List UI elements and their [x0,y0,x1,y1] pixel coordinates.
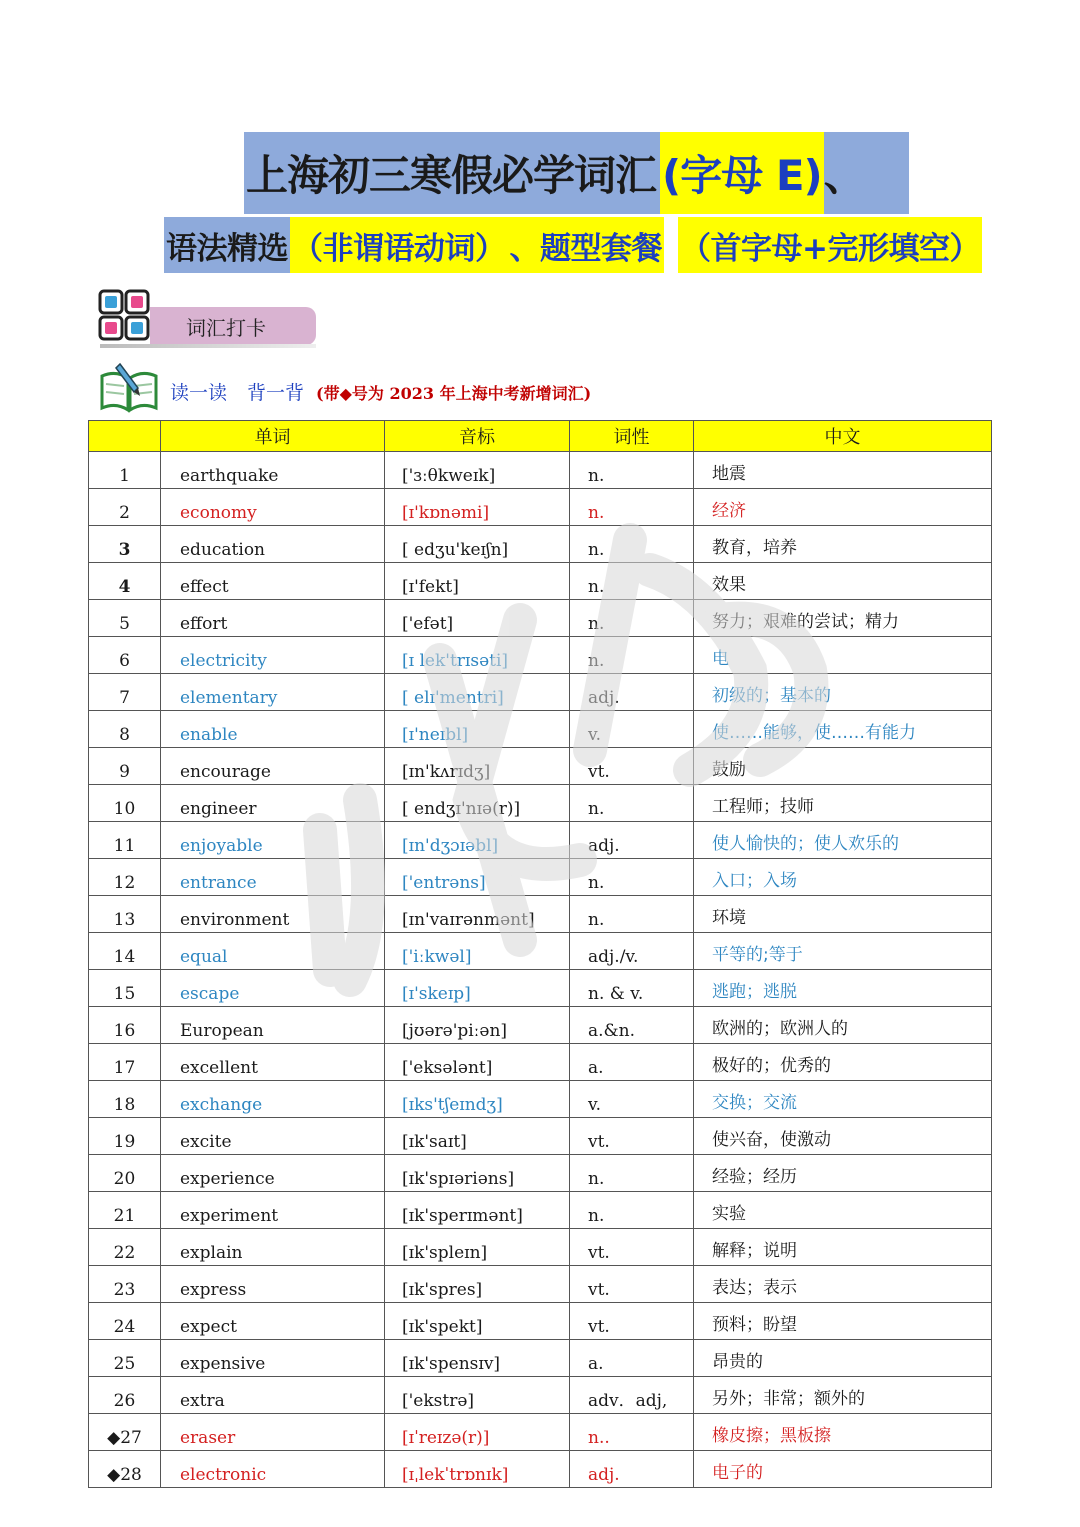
word-cell: experiment [161,1192,385,1229]
part-of-speech-cell: n. [570,637,694,674]
row-number: 14 [89,933,161,970]
word-cell: express [161,1266,385,1303]
table-row [89,933,992,970]
chinese-meaning-cell: 工程师；技师 [694,785,992,822]
table-row [89,637,992,674]
section-underline [100,344,316,348]
table-row [89,1451,992,1488]
phonetic-cell: ['entrəns] [385,859,570,896]
word-cell: expensive [161,1340,385,1377]
chinese-meaning-cell: 表达；表示 [694,1266,992,1303]
part-of-speech-cell: v. [570,1081,694,1118]
table-row [89,785,992,822]
chinese-meaning-cell: 电子的 [694,1451,992,1488]
word-cell: equal [161,933,385,970]
table-row [89,1229,992,1266]
chinese-meaning-cell: 橡皮擦；黑板擦 [694,1414,992,1451]
chinese-meaning-cell: 昂贵的 [694,1340,992,1377]
row-number: 16 [89,1007,161,1044]
row-number: 9 [89,748,161,785]
table-row [89,1377,992,1414]
phonetic-cell: [ɪ lek'trɪsəti] [385,637,570,674]
chinese-meaning-cell: 使……能够，使……有能力 [694,711,992,748]
table-row [89,970,992,1007]
table-row [89,1192,992,1229]
phonetic-cell: [ɪ'kɒnəmi] [385,489,570,526]
chinese-meaning-cell: 使兴奋，使激动 [694,1118,992,1155]
table-row [89,1118,992,1155]
row-number: 10 [89,785,161,822]
row-number: 8 [89,711,161,748]
word-cell: elementary [161,674,385,711]
header-num [89,421,161,452]
chinese-meaning-cell: 初级的；基本的 [694,674,992,711]
row-number: 3 [89,526,161,563]
phonetic-cell: [ɪˌlekˈtrɒnɪk] [385,1451,570,1488]
row-number: 11 [89,822,161,859]
grid-icon [98,289,150,341]
read-label: 读一读 [170,382,228,404]
part-of-speech-cell: n. & v. [570,970,694,1007]
header-phonetic: 音标 [385,421,570,452]
chinese-meaning-cell: 电 [694,637,992,674]
table-row [89,748,992,785]
part-of-speech-cell: n. [570,896,694,933]
row-number: 15 [89,970,161,1007]
table-row [89,711,992,748]
part-of-speech-cell: n. [570,859,694,896]
part-of-speech-cell: n. [570,526,694,563]
word-cell: European [161,1007,385,1044]
part-of-speech-cell: n. [570,563,694,600]
part-of-speech-cell: vt. [570,1266,694,1303]
word-cell: engineer [161,785,385,822]
phonetic-cell: [ɪk'spensɪv] [385,1340,570,1377]
table-row [89,1155,992,1192]
row-number: ◆27 [89,1414,161,1451]
row-number: 22 [89,1229,161,1266]
phonetic-cell: [ɪk'spekt] [385,1303,570,1340]
word-cell: encourage [161,748,385,785]
phonetic-cell: [ɪn'vaɪrənmənt] [385,896,570,933]
section-header [150,307,316,345]
word-cell: electronic [161,1451,385,1488]
chinese-meaning-cell: 实验 [694,1192,992,1229]
word-cell: eraser [161,1414,385,1451]
phonetic-cell: ['eksələnt] [385,1044,570,1081]
vocabulary-table [88,420,992,1488]
phonetic-cell: [ endʒɪ'nɪə(r)] [385,785,570,822]
word-cell: exchange [161,1081,385,1118]
row-number: 12 [89,859,161,896]
chinese-meaning-cell: 另外；非常；额外的 [694,1377,992,1414]
reading-instructions [170,378,591,405]
phonetic-cell: [ edʒu'keɪʃn] [385,526,570,563]
table-row [89,1340,992,1377]
part-of-speech-cell: n.. [570,1414,694,1451]
chinese-meaning-cell: 教育，培养 [694,526,992,563]
header-word: 单词 [161,421,385,452]
chinese-meaning-cell: 效果 [694,563,992,600]
table-row [89,1007,992,1044]
row-number: 4 [89,563,161,600]
table-row [89,859,992,896]
word-cell: entrance [161,859,385,896]
phonetic-cell: [ɪk'spleɪn] [385,1229,570,1266]
title-highlight: (字母 E) [660,132,824,214]
part-of-speech-cell: n. [570,1155,694,1192]
row-number: 2 [89,489,161,526]
phonetic-cell: [ elɪ'mentri] [385,674,570,711]
part-of-speech-cell: n. [570,600,694,637]
table-row [89,1044,992,1081]
header-pos: 词性 [570,421,694,452]
word-cell: economy [161,489,385,526]
chinese-meaning-cell: 环境 [694,896,992,933]
section-label: 词汇打卡 [186,315,266,340]
part-of-speech-cell: v. [570,711,694,748]
part-of-speech-cell: adj. [570,822,694,859]
table-row [89,452,992,489]
part-of-speech-cell: a.&n. [570,1007,694,1044]
table-row [89,896,992,933]
row-number: 25 [89,1340,161,1377]
row-number: 17 [89,1044,161,1081]
book-pencil-icon [98,362,160,414]
part-of-speech-cell: a. [570,1044,694,1081]
phonetic-cell: ['efət] [385,600,570,637]
word-cell: enable [161,711,385,748]
phonetic-cell: [ɪk'sperɪmənt] [385,1192,570,1229]
table-row [89,1266,992,1303]
part-of-speech-cell: adj./v. [570,933,694,970]
table-row [89,674,992,711]
chinese-meaning-cell: 入口；入场 [694,859,992,896]
chinese-meaning-cell: 逃跑；逃脱 [694,970,992,1007]
chinese-meaning-cell: 鼓励 [694,748,992,785]
row-number: 13 [89,896,161,933]
word-cell: excellent [161,1044,385,1081]
page-title-line1 [244,132,909,214]
phonetic-cell: [ɪk'spres] [385,1266,570,1303]
row-number: 23 [89,1266,161,1303]
row-number: 24 [89,1303,161,1340]
table-row [89,1414,992,1451]
chinese-meaning-cell: 经济 [694,489,992,526]
phonetic-cell: [ɪˈreɪzə(r)] [385,1414,570,1451]
phonetic-cell: [ɪk'saɪt] [385,1118,570,1155]
chinese-meaning-cell: 极好的；优秀的 [694,1044,992,1081]
row-number: ◆28 [89,1451,161,1488]
word-cell: explain [161,1229,385,1266]
table-row [89,563,992,600]
page-title-line2 [164,217,982,273]
title-highlight: （非谓语动词） [290,217,508,273]
phonetic-cell: [ɪk'spɪəriəns] [385,1155,570,1192]
recite-label: 背一背 [247,382,305,404]
part-of-speech-cell: vt. [570,1118,694,1155]
part-of-speech-cell: n. [570,1192,694,1229]
phonetic-cell: [ɪ'neɪbl] [385,711,570,748]
word-cell: experience [161,1155,385,1192]
part-of-speech-cell: a. [570,1340,694,1377]
row-number: 6 [89,637,161,674]
chinese-meaning-cell: 平等的;等于 [694,933,992,970]
part-of-speech-cell: vt. [570,1229,694,1266]
table-row [89,1081,992,1118]
row-number: 21 [89,1192,161,1229]
row-number: 7 [89,674,161,711]
phonetic-cell: ['ɜːθkweɪk] [385,452,570,489]
word-cell: expect [161,1303,385,1340]
phonetic-cell: [ɪn'kʌrɪdʒ] [385,748,570,785]
word-cell: extra [161,1377,385,1414]
row-number: 26 [89,1377,161,1414]
phonetic-cell: [ɪks'tʃeɪndʒ] [385,1081,570,1118]
chinese-meaning-cell: 努力；艰难的尝试；精力 [694,600,992,637]
phonetic-cell: [jʊərə'piːən] [385,1007,570,1044]
row-number: 20 [89,1155,161,1192]
new-words-note: (带◆号为 2023 年上海中考新增词汇) [316,384,592,403]
word-cell: earthquake [161,452,385,489]
part-of-speech-cell: adj. [570,1451,694,1488]
title-part: 语法精选 [164,217,290,273]
row-number: 1 [89,452,161,489]
title-gap [664,217,678,273]
header-chinese: 中文 [694,421,992,452]
word-cell: electricity [161,637,385,674]
table-row [89,1303,992,1340]
row-number: 5 [89,600,161,637]
phonetic-cell: ['iːkwəl] [385,933,570,970]
chinese-meaning-cell: 地震 [694,452,992,489]
part-of-speech-cell: vt. [570,748,694,785]
chinese-meaning-cell: 预料；盼望 [694,1303,992,1340]
row-number: 18 [89,1081,161,1118]
chinese-meaning-cell: 欧洲的；欧洲人的 [694,1007,992,1044]
part-of-speech-cell: adj. [570,674,694,711]
table-row [89,526,992,563]
word-cell: environment [161,896,385,933]
table-row [89,822,992,859]
title-part: 上海初三寒假必学词汇 [244,132,660,214]
table-header-row [89,421,992,452]
chinese-meaning-cell: 解释；说明 [694,1229,992,1266]
part-of-speech-cell: n. [570,452,694,489]
part-of-speech-cell: vt. [570,1303,694,1340]
part-of-speech-cell: adv．adj, [570,1377,694,1414]
title-part: 、题型套餐 [508,217,665,273]
phonetic-cell: [ɪn'dʒɔɪəbl] [385,822,570,859]
word-cell: effect [161,563,385,600]
phonetic-cell: ['ekstrə] [385,1377,570,1414]
row-number: 19 [89,1118,161,1155]
word-cell: excite [161,1118,385,1155]
chinese-meaning-cell: 经验；经历 [694,1155,992,1192]
title-part: 、 [824,132,909,214]
word-cell: escape [161,970,385,1007]
word-cell: enjoyable [161,822,385,859]
word-cell: effort [161,600,385,637]
table-row [89,600,992,637]
phonetic-cell: [ɪ'skeɪp] [385,970,570,1007]
part-of-speech-cell: n. [570,785,694,822]
phonetic-cell: [ɪ'fekt] [385,563,570,600]
chinese-meaning-cell: 交换；交流 [694,1081,992,1118]
table-row [89,489,992,526]
word-cell: education [161,526,385,563]
chinese-meaning-cell: 使人愉快的；使人欢乐的 [694,822,992,859]
part-of-speech-cell: n. [570,489,694,526]
title-highlight: （首字母+完形填空） [678,217,982,273]
